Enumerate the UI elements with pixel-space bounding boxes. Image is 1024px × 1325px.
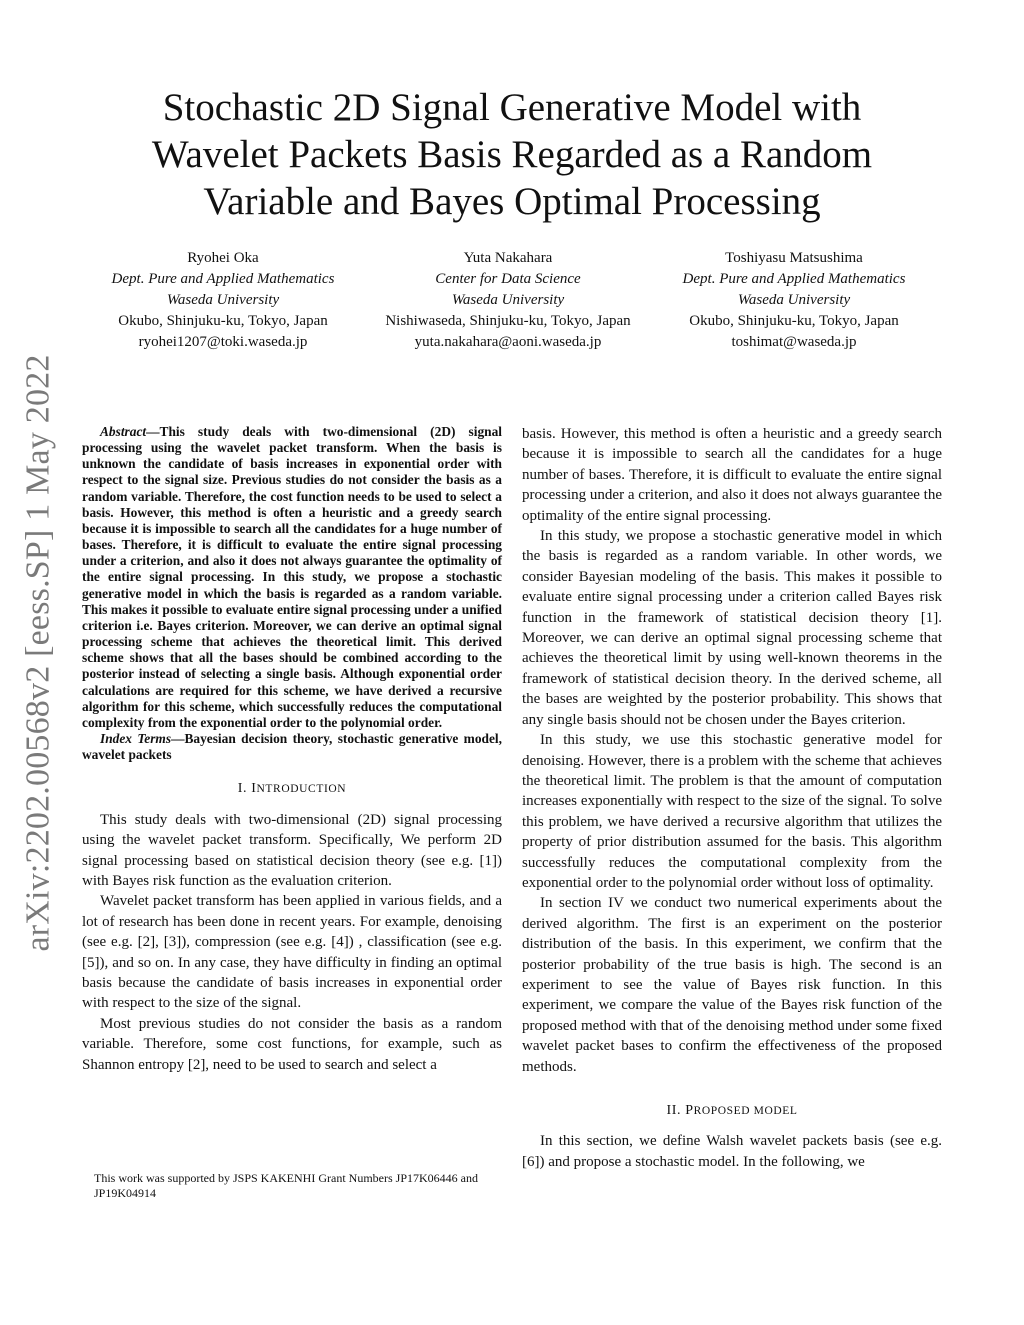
- author-2: [348, 248, 668, 353]
- title-line: Wavelet Packets Basis Regarded as a Random: [151, 133, 873, 176]
- author-name: Ryohei Oka: [187, 250, 259, 266]
- author-address: Nishiwaseda, Shinjuku-ku, Tokyo, Japan: [385, 313, 631, 329]
- paragraph: Most previous studies do not consider the basis as a random variable. Therefore, some cost functions, for example, such as Shannon entropy [2], need to be used to search and select a: [82, 1015, 502, 1073]
- section-heading-proposed-model: [522, 1101, 942, 1121]
- author-university: Waseda University: [737, 292, 851, 308]
- arxiv-identifier-text: arXiv:2202.00568v2 [eess.SP] 1 May 2022: [20, 354, 57, 952]
- paragraph: basis. However, this method is often a heuristic and a greedy search because it is impossible to search all the candidates for a huge number of bases. Therefore, it is difficult to evaluate the entire signal processing under a criterion, and also it does not always guarantee the optimality of the entire signal processing.: [522, 426, 942, 524]
- title-line: Variable and Bayes Optimal Processing: [203, 180, 821, 223]
- author-university: Waseda University: [451, 292, 565, 308]
- index-terms: [82, 731, 502, 763]
- footnote: [82, 1171, 502, 1201]
- paragraph: In this study, we use this stochastic generative model for denoising. However, there is a problem with the scheme that achieves the theoretical limit. The problem is that the amount of computation increases exponentially with respect to the size of the signal. To solve this problem, we have derived a recursive algorithm that utilizes the property of prior distribution assumed for the basis. This algorithm successfully reduces the computational complexity from the exponential order to the polynomial order without loss of optimality.: [522, 732, 942, 891]
- paragraph: In section IV we conduct two numerical experiments about the derived algorithm. The first is an experiment on the posterior distribution of the basis. In this experiment, we confirm that the posterior probability of the true basis is high. The second is an experiment to see the value of Bayes risk function. In this experiment, we compare the value of the Bayes risk function of the proposed method with that of the denoising method under some fixed wavelet packet bases to confirm the effectiveness of the proposed methods.: [522, 895, 942, 1075]
- abstract-text: —This study deals with two-dimensional (2D) signal processing using the wavelet packet transform. When the basis is unknown the candidate of basis increases in exponential order with respect to the signal size. Previous studies do not consider the basis as a random variable. Therefore, the cost function needs to be used to select a basis. However, this method is often a heuristic and a greedy search because it is impossible to search all the candidates for a huge number of bases. Therefore, it is difficult to evaluate the entire signal processing under a criterion, and also it does not always guarantee the optimality of the entire signal processing. In this study, we propose a stochastic generative model in which the basis is regarded as a random variable. This makes it possible to evaluate entire signal processing under a unified criterion i.e. Bayes criterion. Moreover, we can derive an optimal signal processing scheme that achieves the theoretical limit. This derived scheme shows that all the bases should be combined according to the posterior instead of selecting a single basis. Although exponential order calculations are required for this scheme, we have derived a recursive algorithm for this scheme, which successfully reduces the computational complexity from the exponential order to the polynomial order.: [82, 424, 502, 730]
- paragraph: This study deals with two-dimensional (2D) signal processing using the wavelet packet transform. Specifically, We perform 2D signal processing based on statistical decision theory (see e.g. [1]) with Bayes risk function as the evaluation criterion.: [82, 811, 502, 889]
- index-terms-label: Index Terms: [100, 730, 172, 746]
- title-line: Stochastic 2D Signal Generative Model with: [162, 86, 862, 129]
- abstract-label: Abstract: [100, 424, 147, 439]
- author-university: Waseda University: [166, 292, 280, 308]
- author-name: Yuta Nakahara: [463, 250, 553, 266]
- index-terms-text: —Bayesian decision theory, stochastic generative model, wavelet packets: [82, 730, 502, 763]
- author-name: Toshiyasu Matsushima: [725, 250, 863, 266]
- author-block: [0, 248, 1024, 358]
- section-heading-introduction: [82, 779, 502, 799]
- author-email: toshimat@waseda.jp: [731, 334, 857, 350]
- paragraph: In this section, we define Walsh wavelet packets basis (see e.g. [6]) and propose a stochastic model. In the following, we: [522, 1133, 942, 1170]
- arxiv-identifier: [14, 346, 64, 960]
- author-email: yuta.nakahara@aoni.waseda.jp: [414, 334, 602, 350]
- author-department: Center for Data Science: [435, 271, 581, 287]
- author-address: Okubo, Shinjuku-ku, Tokyo, Japan: [118, 313, 328, 329]
- paper-title: [100, 84, 924, 225]
- author-address: Okubo, Shinjuku-ku, Tokyo, Japan: [689, 313, 899, 329]
- author-department: Dept. Pure and Applied Mathematics: [111, 271, 335, 287]
- footnote-text: This work was supported by JSPS KAKENHI Grant Numbers JP17K06446 and JP19K04914: [94, 1171, 478, 1200]
- section-title-rest: NTRODUCTION: [256, 783, 347, 796]
- section-title-rest: ROPOSED MODEL: [693, 1105, 798, 1117]
- section-number: II.: [666, 1103, 686, 1118]
- author-email: ryohei1207@toki.waseda.jp: [138, 334, 308, 350]
- section-initial: I: [251, 781, 257, 797]
- right-column: [522, 424, 942, 1172]
- author-department: Dept. Pure and Applied Mathematics: [682, 271, 906, 287]
- paragraph: Wavelet packet transform has been applied in various fields, and a lot of research has been done in recent years. For example, denoising (see e.g. [2], [3]), compression (see e.g. [4]) , classification (see e.g. [5]), and so on. In any case, they have difficulty in finding an optimal basis because the candidate of basis increases in exponential order with respect to the size of the signal.: [82, 893, 502, 1012]
- section-initial: P: [685, 1103, 694, 1118]
- author-1: [63, 248, 383, 353]
- abstract: [82, 424, 502, 731]
- paragraph: In this study, we propose a stochastic generative model in which the basis is regarded as a random variable. In other words, we consider Bayesian modeling of the basis. This makes it possible to evaluate entire signal processing under a criterion called Bayes risk function in the framework of statistical decision theory [1]. Moreover, we can derive an optimal signal processing scheme that achieves the theoretical limit by using well-known theorems in the framework of statistical decision theory. In the derived scheme, all the bases are weighted by the posterior probability. This shows that any single basis should not be chosen under the Bayes criterion.: [522, 528, 942, 728]
- author-3: [634, 248, 954, 353]
- section-number: I.: [237, 781, 252, 797]
- left-column: [82, 424, 502, 1075]
